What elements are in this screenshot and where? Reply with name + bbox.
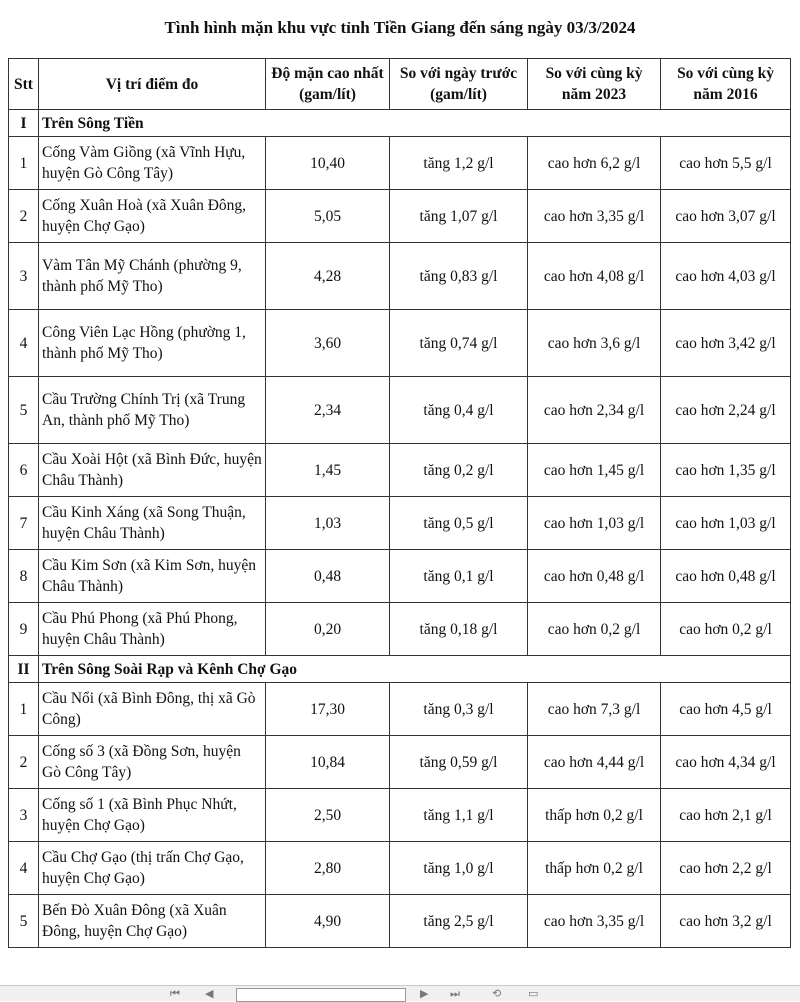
cell-location: Cống Xuân Hoà (xã Xuân Đông, huyện Chợ Gạo): [39, 190, 266, 243]
cell-max-salinity: 2,34: [266, 377, 390, 444]
cell-vs-prev-day: tăng 0,83 g/l: [390, 243, 528, 310]
table-row: [9, 377, 791, 444]
cell-vs-2016: cao hơn 4,5 g/l: [661, 683, 791, 736]
cell-max-salinity: 0,20: [266, 603, 390, 656]
cell-vs-2016: cao hơn 1,35 g/l: [661, 444, 791, 497]
cell-vs-2016: cao hơn 2,2 g/l: [661, 842, 791, 895]
table-row: [9, 444, 791, 497]
cell-stt: 3: [9, 243, 39, 310]
table-row: [9, 842, 791, 895]
table-row: [9, 683, 791, 736]
cell-stt: 8: [9, 550, 39, 603]
cell-location: Cầu Xoài Hột (xã Bình Đức, huyện Châu Thành): [39, 444, 266, 497]
cell-max-salinity: 10,84: [266, 736, 390, 789]
cell-location: Cống số 1 (xã Bình Phục Nhứt, huyện Chợ Gạo): [39, 789, 266, 842]
cell-vs-prev-day: tăng 1,1 g/l: [390, 789, 528, 842]
cell-max-salinity: 4,90: [266, 895, 390, 948]
header-max-salinity: Độ mặn cao nhất (gam/lít): [266, 59, 390, 110]
cell-vs-2023: cao hơn 3,35 g/l: [528, 190, 661, 243]
table-row: [9, 603, 791, 656]
cell-stt: 2: [9, 736, 39, 789]
cell-vs-prev-day: tăng 1,2 g/l: [390, 137, 528, 190]
header-stt: Stt: [9, 59, 39, 110]
cell-max-salinity: 0,48: [266, 550, 390, 603]
cell-vs-prev-day: tăng 0,74 g/l: [390, 310, 528, 377]
cell-vs-2016: cao hơn 5,5 g/l: [661, 137, 791, 190]
cell-stt: 4: [9, 842, 39, 895]
cell-vs-prev-day: tăng 1,07 g/l: [390, 190, 528, 243]
cell-location: Cống số 3 (xã Đồng Sơn, huyện Gò Công Tây): [39, 736, 266, 789]
cell-vs-2023: cao hơn 0,2 g/l: [528, 603, 661, 656]
cell-location: Cầu Nổi (xã Bình Đông, thị xã Gò Công): [39, 683, 266, 736]
cell-vs-2023: cao hơn 6,2 g/l: [528, 137, 661, 190]
cell-vs-2023: cao hơn 7,3 g/l: [528, 683, 661, 736]
first-page-icon[interactable]: ⏮: [170, 987, 180, 1000]
header-vs-prev-day: So với ngày trước (gam/lít): [390, 59, 528, 110]
cell-vs-2023: cao hơn 3,35 g/l: [528, 895, 661, 948]
section-row: [9, 656, 791, 683]
cell-vs-prev-day: tăng 0,2 g/l: [390, 444, 528, 497]
cell-vs-2023: cao hơn 0,48 g/l: [528, 550, 661, 603]
section-title: Trên Sông Tiền: [39, 110, 791, 137]
cell-vs-2023: cao hơn 2,34 g/l: [528, 377, 661, 444]
cell-vs-2023: cao hơn 4,44 g/l: [528, 736, 661, 789]
cell-location: Cầu Kim Sơn (xã Kim Sơn, huyện Châu Thành): [39, 550, 266, 603]
cell-vs-prev-day: tăng 2,5 g/l: [390, 895, 528, 948]
cell-stt: 1: [9, 137, 39, 190]
cell-location: Cầu Chợ Gạo (thị trấn Chợ Gạo, huyện Chợ Gạo): [39, 842, 266, 895]
cell-location: Công Viên Lạc Hồng (phường 1, thành phố Mỹ Tho): [39, 310, 266, 377]
cell-vs-prev-day: tăng 1,0 g/l: [390, 842, 528, 895]
cell-vs-2016: cao hơn 4,03 g/l: [661, 243, 791, 310]
cell-max-salinity: 3,60: [266, 310, 390, 377]
page-title: Tình hình mặn khu vực tỉnh Tiền Giang đến sáng ngày 03/3/2024: [164, 18, 636, 37]
header-row: [9, 59, 791, 110]
refresh-icon[interactable]: ⟲: [492, 987, 502, 1000]
cell-stt: 9: [9, 603, 39, 656]
section-number: I: [9, 110, 39, 137]
cell-stt: 1: [9, 683, 39, 736]
table-row: [9, 137, 791, 190]
cell-max-salinity: 1,03: [266, 497, 390, 550]
viewer-toolbar: [0, 985, 800, 1001]
cell-vs-2016: cao hơn 3,07 g/l: [661, 190, 791, 243]
cell-max-salinity: 1,45: [266, 444, 390, 497]
table-row: [9, 550, 791, 603]
cell-vs-prev-day: tăng 0,1 g/l: [390, 550, 528, 603]
next-page-icon[interactable]: ▶: [420, 987, 429, 1000]
cell-vs-2016: cao hơn 0,2 g/l: [661, 603, 791, 656]
cell-location: Vàm Tân Mỹ Chánh (phường 9, thành phố Mỹ Tho): [39, 243, 266, 310]
cell-vs-prev-day: tăng 0,59 g/l: [390, 736, 528, 789]
cell-max-salinity: 5,05: [266, 190, 390, 243]
table-row: [9, 789, 791, 842]
cell-vs-2016: cao hơn 2,24 g/l: [661, 377, 791, 444]
section-row: [9, 110, 791, 137]
cell-max-salinity: 2,80: [266, 842, 390, 895]
cell-stt: 5: [9, 895, 39, 948]
cell-vs-2016: cao hơn 1,03 g/l: [661, 497, 791, 550]
cell-location: Cầu Trường Chính Trị (xã Trung An, thành phố Mỹ Tho): [39, 377, 266, 444]
section-number: II: [9, 656, 39, 683]
cell-max-salinity: 4,28: [266, 243, 390, 310]
cell-max-salinity: 10,40: [266, 137, 390, 190]
cell-vs-2023: cao hơn 1,03 g/l: [528, 497, 661, 550]
table-row: [9, 895, 791, 948]
cell-stt: 4: [9, 310, 39, 377]
cell-stt: 3: [9, 789, 39, 842]
cell-vs-2016: cao hơn 3,2 g/l: [661, 895, 791, 948]
section-title: Trên Sông Soài Rạp và Kênh Chợ Gạo: [39, 656, 791, 683]
cell-vs-prev-day: tăng 0,4 g/l: [390, 377, 528, 444]
table-row: [9, 190, 791, 243]
cell-vs-2023: cao hơn 4,08 g/l: [528, 243, 661, 310]
header-vs-2016: So với cùng kỳ năm 2016: [661, 59, 791, 110]
salinity-table: [8, 58, 791, 948]
cell-stt: 6: [9, 444, 39, 497]
cell-vs-2016: cao hơn 3,42 g/l: [661, 310, 791, 377]
cell-location: Cầu Kinh Xáng (xã Song Thuận, huyện Châu Thành): [39, 497, 266, 550]
table-row: [9, 310, 791, 377]
table-row: [9, 736, 791, 789]
cell-vs-2023: thấp hơn 0,2 g/l: [528, 842, 661, 895]
header-vs-2023: So với cùng kỳ năm 2023: [528, 59, 661, 110]
cell-vs-prev-day: tăng 0,3 g/l: [390, 683, 528, 736]
cell-location: Cống Vàm Giồng (xã Vĩnh Hựu, huyện Gò Công Tây): [39, 137, 266, 190]
prev-page-icon[interactable]: ◀: [205, 987, 214, 1000]
cell-vs-prev-day: tăng 0,18 g/l: [390, 603, 528, 656]
cell-max-salinity: 17,30: [266, 683, 390, 736]
header-location: Vị trí điểm đo: [39, 59, 266, 110]
cell-vs-2016: cao hơn 0,48 g/l: [661, 550, 791, 603]
table-row: [9, 243, 791, 310]
last-page-icon[interactable]: ⏭: [450, 987, 460, 1000]
cell-vs-2023: thấp hơn 0,2 g/l: [528, 789, 661, 842]
cell-location: Bến Đò Xuân Đông (xã Xuân Đông, huyện Chợ Gạo): [39, 895, 266, 948]
document-icon[interactable]: ▭: [528, 987, 539, 1000]
cell-vs-prev-day: tăng 0,5 g/l: [390, 497, 528, 550]
cell-stt: 7: [9, 497, 39, 550]
cell-vs-2023: cao hơn 1,45 g/l: [528, 444, 661, 497]
cell-max-salinity: 2,50: [266, 789, 390, 842]
table-row: [9, 497, 791, 550]
cell-vs-2016: cao hơn 2,1 g/l: [661, 789, 791, 842]
cell-vs-2023: cao hơn 3,6 g/l: [528, 310, 661, 377]
cell-stt: 5: [9, 377, 39, 444]
cell-location: Cầu Phú Phong (xã Phú Phong, huyện Châu Thành): [39, 603, 266, 656]
cell-stt: 2: [9, 190, 39, 243]
cell-vs-2016: cao hơn 4,34 g/l: [661, 736, 791, 789]
